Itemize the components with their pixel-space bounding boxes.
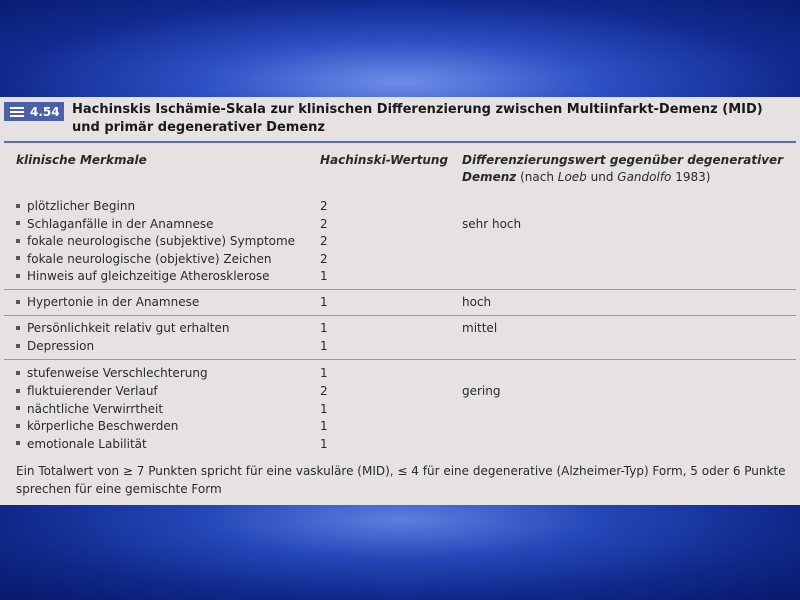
- column-header-year: 1983): [671, 170, 711, 184]
- table-number-badge: [4, 102, 64, 121]
- feature-cell: fokale neurologische (objektive) Zeichen: [16, 251, 316, 269]
- feature-cell: plötzlicher Beginn: [16, 198, 316, 216]
- group-divider: [4, 359, 796, 360]
- group-divider: [4, 289, 796, 290]
- column-header-differentiation-line-1: Differenzierungswert gegenüber degenerativer: [462, 153, 784, 167]
- table-title: [72, 101, 792, 137]
- score-cell: 2: [320, 384, 328, 398]
- footnote-line-2: sprechen für eine gemischte Form: [16, 482, 222, 496]
- feature-cell: Persönlichkeit relativ gut erhalten: [16, 320, 316, 338]
- score-cell: 1: [320, 295, 328, 309]
- score-cell: 1: [320, 339, 328, 353]
- table-title-line-2: und primär degenerativer Demenz: [72, 120, 325, 135]
- table-footnote: [16, 462, 792, 498]
- footnote-line-1: Ein Totalwert von ≥ 7 Punkten spricht für eine vaskuläre (MID), ≤ 4 für eine degenerative (Alzheimer-Typ) Form, 5 oder 6 Punkte: [16, 464, 786, 478]
- column-header-features: klinische Merkmale: [16, 153, 147, 167]
- score-cell: 1: [320, 269, 328, 283]
- slide-background-bottom: [0, 505, 800, 600]
- score-cell: 2: [320, 234, 328, 248]
- feature-cell: stufenweise Verschlechterung: [16, 365, 316, 383]
- feature-cell: fokale neurologische (subjektive) Symptome: [16, 233, 316, 251]
- feature-cell: nächtliche Verwirrtheit: [16, 401, 316, 419]
- column-header-score: Hachinski-Wertung: [320, 153, 449, 167]
- differentiation-value: gering: [462, 384, 501, 398]
- score-cell: 2: [320, 251, 328, 266]
- group-divider: [4, 315, 796, 316]
- feature-cell: körperliche Beschwerden: [16, 418, 316, 436]
- column-header-differentiation-line-2: [462, 169, 783, 186]
- differentiation-value: mittel: [462, 321, 498, 335]
- slide-background-top: [0, 0, 800, 97]
- score-cell: 2: [320, 199, 328, 213]
- feature-cell: fluktuierender Verlauf: [16, 383, 316, 401]
- feature-cell: emotionale Labilität: [16, 436, 316, 454]
- feature-cell: Depression: [16, 338, 316, 356]
- score-cell: 1: [320, 321, 328, 335]
- header-rule: [4, 141, 796, 143]
- score-cell: 2: [320, 216, 328, 231]
- feature-cell: Hinweis auf gleichzeitige Atherosklerose: [16, 268, 316, 286]
- table-title-line-1: Hachinskis Ischämie-Skala zur klinischen Differenzierung zwischen Multiinfarkt-Demenz (MID): [72, 102, 763, 117]
- column-header-paren: (nach: [516, 170, 558, 184]
- feature-cell: Hypertonie in der Anamnese: [16, 294, 316, 312]
- score-cell: 1: [320, 366, 328, 380]
- table-header: [0, 97, 800, 141]
- column-header-and: und: [586, 170, 618, 184]
- score-cell: 1: [320, 401, 328, 416]
- scanned-table-page: [0, 97, 800, 505]
- feature-cell: Schlaganfälle in der Anamnese: [16, 216, 316, 234]
- column-header-author-1: Loeb: [557, 170, 587, 184]
- list-icon: [10, 107, 24, 117]
- column-header-bold-word: Demenz: [462, 170, 517, 184]
- score-cell: 1: [320, 436, 328, 451]
- differentiation-value: sehr hoch: [462, 216, 522, 231]
- column-header-author-2: Gandolfo: [617, 170, 672, 184]
- differentiation-value: hoch: [462, 295, 492, 309]
- table-number: 4.54: [30, 104, 60, 119]
- score-cell: 1: [320, 419, 328, 433]
- column-header-differentiation: [462, 152, 783, 186]
